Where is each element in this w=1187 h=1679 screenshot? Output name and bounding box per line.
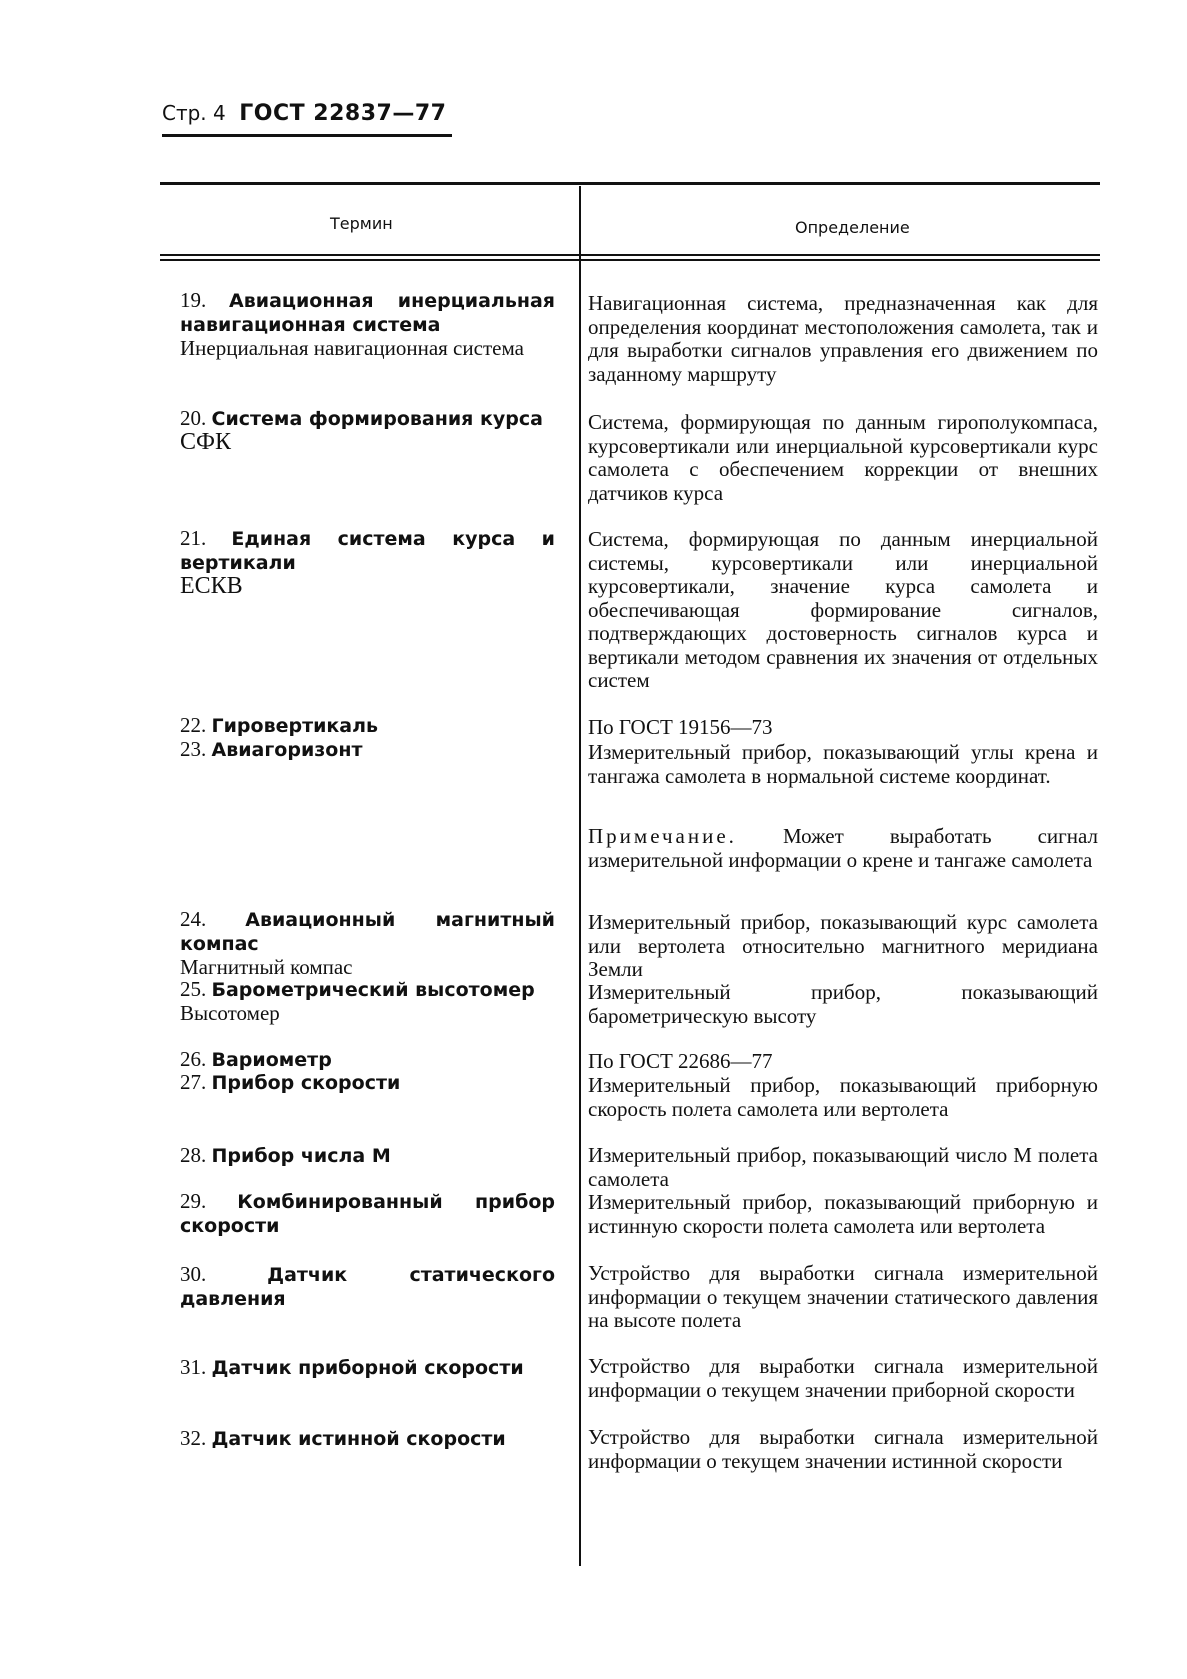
page-number: Стр. 4 [162, 101, 226, 125]
term-22 [150, 714, 555, 738]
term-23 [150, 738, 555, 762]
table-top-rule [160, 182, 1100, 185]
definition-28: Измерительный прибор, показывающий число М полета самолета [588, 1143, 1098, 1191]
definition-20: Система, формирующая по данным гирополукомпаса, курсовертикали или инерциальной курсовертикали курс самолета с обеспечением коррекции от внешних датчиков курса [588, 410, 1098, 505]
term-number: 25. [180, 977, 207, 1001]
definition-27: Измерительный прибор, показывающий приборную скорость полета самолета или вертолета [588, 1073, 1098, 1121]
term-number: 31. [180, 1355, 207, 1379]
term-synonym: Магнитный компас [180, 955, 353, 979]
term-name: Комбинированный прибор скорости [180, 1191, 555, 1237]
term-number: 27. [180, 1070, 207, 1094]
term-synonym: Инерциальная навигационная система [180, 336, 524, 360]
term-name: Датчик истинной скорости [211, 1428, 506, 1450]
table-header-rule-1 [160, 254, 1100, 256]
term-name: Датчик приборной скорости [211, 1357, 524, 1379]
definition-29: Измерительный прибор, показывающий приборную и истинную скорости полета самолета или вертолета [588, 1190, 1098, 1238]
column-header-term: Термин [330, 214, 393, 233]
note-label: Примечание. [588, 824, 737, 848]
term-30 [150, 1263, 555, 1311]
term-number: 21. [180, 526, 207, 550]
definition-19: Навигационная система, предназначенная как для определения координат местоположения самолета, так и для выработки сигналов управления его движением по заданному маршруту [588, 291, 1098, 386]
term-number: 32. [180, 1426, 207, 1450]
term-name: Единая система курса и вертикали [180, 528, 555, 574]
term-name: Авиационный магнитный компас [180, 909, 555, 955]
term-number: 19. [180, 288, 207, 312]
term-32 [150, 1427, 555, 1451]
term-31 [150, 1356, 555, 1380]
term-name: Прибор числа М [211, 1145, 391, 1167]
definition-22: По ГОСТ 19156—73 [588, 715, 773, 739]
term-name: Датчик статического давления [180, 1264, 556, 1310]
table-header-rule-2 [160, 259, 1100, 261]
definition-30: Устройство для выработки сигнала измерительной информации о текущем значении статического давления на высоте полета [588, 1261, 1098, 1332]
term-19 [150, 289, 555, 360]
term-name: Прибор скорости [211, 1072, 401, 1094]
note-text: Может выработать сигнал измерительной информации о крене и тангаже самолета [588, 824, 1098, 872]
definition-25: Измерительный прибор, показывающий барометрическую высоту [588, 980, 1098, 1028]
term-name: Авиационная инерциальная навигационная система [180, 290, 555, 336]
term-number: 30. [180, 1262, 207, 1286]
page-header [162, 100, 446, 126]
definition-21: Система, формирующая по данным инерциальной системы, курсовертикали или инерциальной курсовертикали, значение курса самолета и обеспечивающая формирование сигналов, подтверждающих достоверность сигналов курса и вертикали методом сравнения их значения от отдельных систем [588, 527, 1098, 692]
term-name: Гировертикаль [211, 715, 379, 737]
term-name: Система формирования курса [211, 408, 543, 430]
term-number: 22. [180, 713, 207, 737]
column-divider [579, 186, 581, 1566]
definition-32: Устройство для выработки сигнала измерительной информации о текущем значении истинной скорости [588, 1425, 1098, 1473]
term-number: 28. [180, 1143, 207, 1167]
term-abbreviation: СФК [180, 429, 231, 455]
term-name: Авиагоризонт [211, 739, 363, 761]
term-number: 23. [180, 737, 207, 761]
term-27 [150, 1071, 555, 1095]
term-24 [150, 908, 555, 979]
term-20 [150, 407, 555, 454]
definition-24: Измерительный прибор, показывающий курс самолета или вертолета относительно магнитного меридиана Земли [588, 910, 1098, 981]
term-number: 26. [180, 1047, 207, 1071]
term-26 [150, 1048, 555, 1072]
definition-26: По ГОСТ 22686—77 [588, 1049, 773, 1073]
definition-23-note [588, 825, 1098, 872]
term-abbreviation: ЕСКВ [180, 573, 243, 599]
term-number: 29. [180, 1189, 207, 1213]
term-name: Барометрический высотомер [211, 979, 535, 1001]
definition-23: Измерительный прибор, показывающий углы крена и тангажа самолета в нормальной системе координат. [588, 740, 1098, 788]
definition-31: Устройство для выработки сигнала измерительной информации о текущем значении приборной скорости [588, 1354, 1098, 1402]
header-underline [162, 134, 452, 137]
term-name: Вариометр [211, 1049, 332, 1071]
term-number: 24. [180, 907, 207, 931]
term-29 [150, 1190, 555, 1238]
term-25 [150, 978, 555, 1025]
standard-number: ГОСТ 22837—77 [239, 101, 447, 126]
term-21 [150, 527, 555, 598]
term-28 [150, 1144, 555, 1168]
term-number: 20. [180, 406, 207, 430]
term-synonym: Высотомер [180, 1001, 280, 1025]
column-header-definition: Определение [795, 218, 910, 237]
